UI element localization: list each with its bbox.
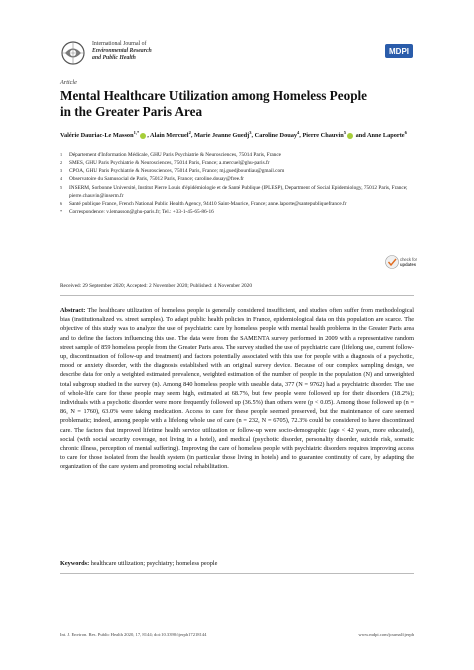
affiliation-item [60, 208, 420, 216]
affiliation-item [60, 159, 420, 167]
affiliation-item [60, 200, 420, 208]
journal-line2: Environmental Research [92, 48, 152, 55]
journal-logo-icon [60, 40, 86, 66]
affiliation-number: 3 [60, 168, 63, 174]
author[interactable] [194, 132, 252, 139]
affiliation-item [60, 167, 420, 175]
affiliations [60, 151, 420, 216]
svg-text:updates: updates [400, 262, 417, 267]
author-name: Valérie Dauriac-Le Masson [60, 132, 134, 140]
journal-line3: and Public Health [92, 55, 136, 62]
abstract-label: Abstract: [60, 307, 86, 314]
author-name: Anne Laporte [367, 132, 405, 140]
svg-text:MDPI: MDPI [389, 47, 409, 56]
author-affil-number: 2 [188, 130, 191, 135]
author-affil-number: 4 [297, 130, 300, 135]
affiliation-text: CPOA, GHU Paris Psychiatrie & Neurosciences, 75014 Paris, France; mj.guedjbourdiau@gmail.com [69, 168, 285, 175]
author-affil-number: 6 [404, 130, 407, 135]
author[interactable] [60, 132, 147, 139]
publication-dates: Received: 29 September 2020; Accepted: 2 November 2020; Published: 4 November 2020 [60, 283, 252, 289]
author-affil-number: 1,* [133, 130, 140, 135]
author-list: Valérie Dauriac-Le Masson$^{1,*}$ , Alain Mercuel$^2$, Marie Jeanne Guedj$^3$, Caroline Douay$^4$, Pierre Chauvin$^5$ and Anne Laporte$^6$ [60, 130, 407, 140]
affiliation-number: 2 [60, 160, 63, 166]
affiliation-text: SMES, GHU Paris Psychiatrie & Neurosciences, 75014 Paris, France; a.mercuel@ghu-paris.fr [69, 160, 270, 167]
citation: Int. J. Environ. Res. Public Health 2020, 17, 8144; doi:10.3390/ijerph17218144 [60, 632, 207, 637]
affiliation-item [60, 151, 420, 159]
affiliation-item [60, 175, 420, 183]
mdpi-logo-icon [385, 44, 413, 58]
abstract-text: The healthcare utilization of homeless people is generally considered insufficient, and studies often suffer from methodological bias (institutionalized vs. street samples). To adapt public health policies in France, epidemiological data on this population are scarce. The objective of this study was to analyze the use of psychiatric care by homeless people with mental health problems in the Greater Paris area and to define the factors influencing this use. The data were from the SAMENTA survey performed in 2009 with a representative random street sample of 859 homeless people from the Greater Paris area. The survey studied the use of psychiatric care (lifelong use, current follow-up, discontinuation of follow-up and treatment) and factors potentially associated with this use for people with a diagnosis of a psychotic, mood or anxiety disorder, with the diagnosis established with an original survey device. Because of our complex sampling design, we describe data for only a weighted estimated prevalence, weighted estimation of the number of people in the population (N) and unweighted total subgroup studied in the survey (n). Among 840 homeless people with useable data, 377 (N = 9762) had a psychiatric disorder. The use of whole-life care for these people may seem high, estimated at 68.7%, but few people were followed up for their disorders (18.2%); individuals with a psychotic disorder were more frequently followed up (36.5%) than others were (p < 0.05). Among those followed up (n = 86, N = 1760), 63.0% were taking medication. Access to care for these people seemed preserved, but the maintenance of care seemed problematic; indeed, among people with a lifelong whole use of care (n = 232, N = 6705), 72.3% could be considered to have discontinued care. The factors that improved lifetime health service utilization or follow-up were socio-demographic (age < 42 years, more educated), social (with social security coverage, not living in a hotel), and medical (psychotic disorder, personality disorder, suicide risk, somatic chronic illness, perception of mental suffering). Improving the care of homeless people with psychiatric disorders requires improving access to care for those isolated from the health system (in particular those living in hotels) and to guarantee continuity of care, by adapting the organization of the care system and promoting social rehabilitation. [60, 307, 414, 471]
journal-line1: International Journal of [92, 41, 147, 47]
check-for-updates-icon[interactable] [385, 252, 415, 276]
abstract [60, 306, 414, 472]
affiliation-text: Observatoire du Samusocial de Paris, 75012 Paris, France; caroline.douay@free.fr [69, 176, 244, 183]
author-name: Pierre Chauvin [302, 132, 344, 140]
divider [60, 295, 414, 296]
keywords-label: Keywords: [60, 560, 90, 567]
orcid-icon[interactable] [347, 133, 353, 139]
affiliation-item [60, 184, 420, 200]
author[interactable] [367, 132, 407, 139]
affiliation-text: Santé publique France, French National Public Health Agency, 94410 Saint-Maurice, France; anne.laporte@santepubliquefrance.fr [69, 200, 347, 207]
author-name: Marie Jeanne Guedj [193, 132, 250, 140]
affiliation-number: 5 [60, 184, 63, 190]
affiliation-number: 6 [60, 200, 63, 206]
keywords-text: healthcare utilization; psychiatry; homeless people [90, 560, 218, 567]
journal-url[interactable]: www.mdpi.com/journal/ijerph [358, 632, 414, 637]
article-type: Article [60, 79, 77, 86]
affiliation-text: Département d'Information Médicale, GHU Paris Psychiatrie & Neurosciences, 75014 Paris, France [69, 152, 282, 158]
affiliation-text: INSERM, Sorbonne Université, Institut Pierre Louis d'épidémiologie et de Santé Publique (IPLESP), Department of Social Epidemiology, 75012 Paris, France; pierre.chauvin@inserm.fr [69, 184, 408, 199]
author-affil-number: 3 [249, 130, 252, 135]
author-name: Alain Mercuel [150, 132, 189, 140]
orcid-icon[interactable] [140, 133, 146, 139]
paper-title: Mental Healthcare Utilization among Homeless People in the Greater Paris Area [60, 88, 368, 119]
author-name: Caroline Douay [254, 132, 298, 140]
svg-text:check for: check for [400, 257, 417, 262]
affiliation-number: 4 [60, 176, 63, 182]
author[interactable] [302, 132, 354, 139]
author[interactable] [150, 132, 191, 139]
author[interactable] [255, 132, 300, 139]
page-footer [60, 632, 414, 637]
affiliation-number: * [60, 209, 63, 215]
journal-name [92, 41, 152, 63]
divider [60, 573, 414, 574]
affiliation-number: 1 [60, 152, 63, 157]
keywords [60, 559, 414, 568]
author-affil-number: 5 [343, 130, 347, 135]
affiliation-text: Correspondence: v.lemasson@ghu-paris.fr; Tel.: +33-1-45-65-86-16 [69, 209, 214, 216]
